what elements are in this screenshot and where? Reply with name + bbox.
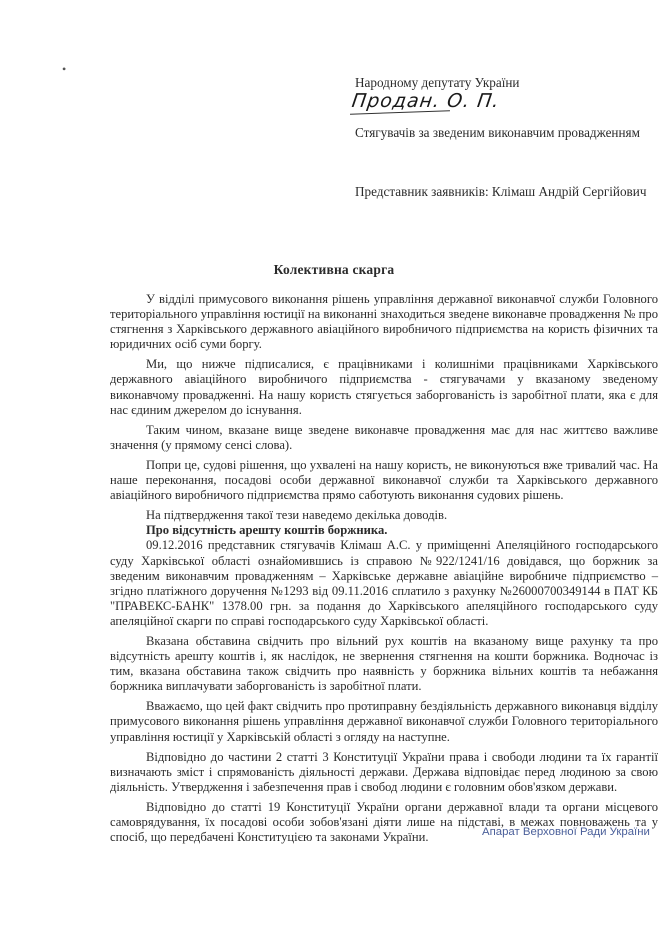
paragraph: Відповідно до статті 19 Конституції України органи державної влади та органи місцевого самоврядування, їх посадові особи зобов'язані діяти лише на підставі, в межах повноважень та у спосіб, що передбачені Конституцією та законами України. bbox=[110, 799, 658, 845]
scan-mark: • bbox=[62, 62, 67, 76]
paragraph: Попри це, судові рішення, що ухвалені на нашу користь, не виконуються вже тривалий час. На наше переконання, посадові особи державної виконавчої служби та Харківського державного авіаційного виробничого підприємства прямо саботують виконання судових рішень. bbox=[110, 457, 658, 503]
paragraph: Ми, що нижче підписалися, є працівниками і колишніми працівниками Харківського державного авіаційного виробничого підприємства - стягувачами у вказаному зведеному виконавчому провадженні. На нашу користь стягується заборгованість із заробітної плати, яка є для нас єдиним джерелом до існування. bbox=[110, 357, 658, 417]
paragraph: Вказана обставина свідчить про вільний рух коштів на вказаному вище рахунку та про відсутність арешту коштів і, як наслідок, не звернення стягнення на кошти боржника. Водночас із тим, вказана обставина також свідчить про наявність у боржника вільних коштів та небажання боржника виплачувати заборгованість із заробітної плати. bbox=[110, 633, 658, 694]
addressee-title: Народному депутату України bbox=[355, 75, 520, 90]
parliament-stamp: Апарат Верховної Ради України bbox=[482, 826, 650, 838]
paragraph: 09.12.2016 представник стягувачів Клімаш А.С. у приміщенні Апеляційного господарського суду Харківської області ознайомившись із справою №922/1241/16 довідався, що боржник за зведеним виконавчим провадженням – Харківське державне авіаційне виробниче підприємство – згідно платіжного доручення №1293 від 09.11.2016 сплатило з рахунку №26000700349144 в ПАТ КБ "ПРАВЕКС-БАНК" 1378.00 грн. за подання до Харківського апеляційного господарського суду апеляційної скарги по справі господарського суду Харківської області. bbox=[110, 538, 658, 628]
paragraph: Вважаємо, що цей факт свідчить про протиправну бездіяльність державного виконавця відділу примусового виконання рішень управління державної виконавчої служби Головного територіального управління юстиції у Харківській області з огляду на наступне. bbox=[110, 699, 658, 744]
paragraph: Відповідно до частини 2 статті 3 Конституції України права і свободи людини та їх гарантії визначають зміст і спрямованість діяльності держави. Держава відповідає перед людиною за свою діяльність. Утвердження і забезпечення прав і свобод людини є головним обов'язком держави. bbox=[110, 749, 658, 794]
paragraph: На підтвердження такої тези наведемо декілька доводів. bbox=[146, 508, 448, 523]
paragraph: У відділі примусового виконання рішень управління державної виконавчої служби Головного територіального управління юстиції на виконанні знаходиться зведене виконавче провадження № про стягнення з Харківського державного авіаційного виробничого підприємства на користь фізичних та юридичних осіб суми боргу. bbox=[110, 292, 658, 352]
section-heading: Про відсутність арешту коштів боржника. bbox=[146, 523, 388, 538]
handwritten-signature: Продан. О. П. bbox=[350, 90, 502, 112]
paragraph: Таким чином, вказане вище зведене виконавче провадження має для нас життєво важливе значення (у прямому сенсі слова). bbox=[110, 422, 658, 452]
document-title: Колективна скарга bbox=[273, 262, 395, 277]
representative-line: Представник заявників: Клімаш Андрій Сергійович bbox=[355, 184, 647, 199]
claimants-line: Стягувачів за зведеним виконавчим провадженням bbox=[355, 125, 640, 140]
document-body bbox=[110, 292, 658, 850]
